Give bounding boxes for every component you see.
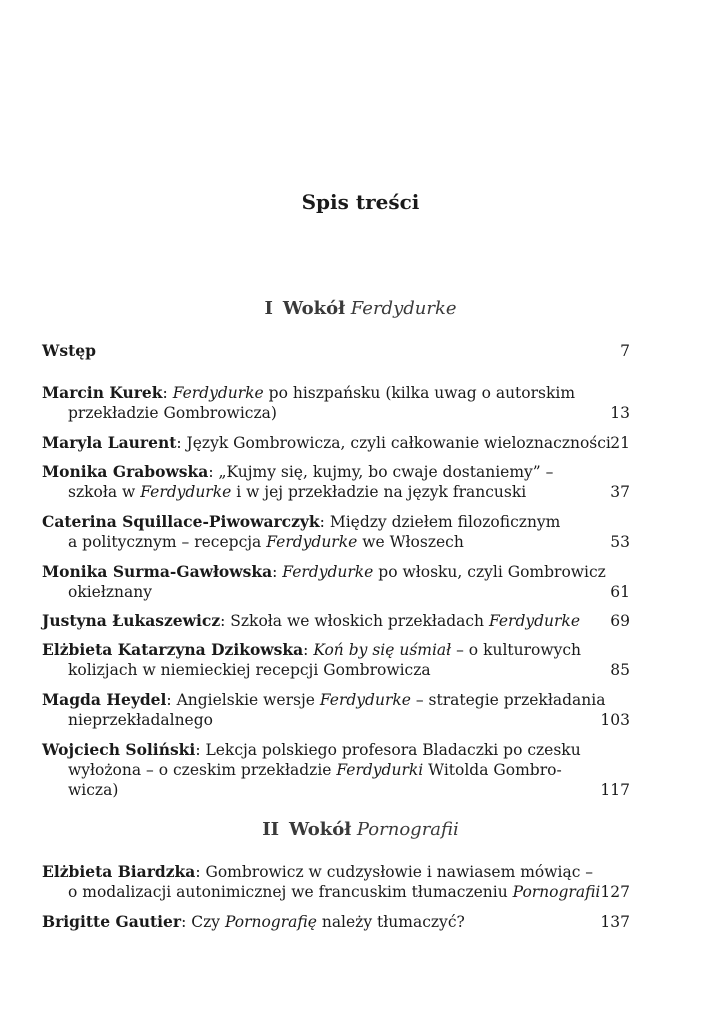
toc-entry[interactable] [42, 862, 632, 902]
entry-author: Monika Grabowska [42, 462, 209, 481]
entry-title: należy tłumaczyć? [316, 913, 465, 931]
entry-title: – strategie przekładania [410, 691, 606, 709]
entry-author: Caterina Squillace-Piwowarczyk [42, 512, 320, 531]
entry-title: po włosku, czyli Gombrowicz [373, 563, 606, 581]
entry-title-italic: Ferdydurke [488, 612, 581, 630]
entry-title-italic: Ferdydurke [140, 483, 232, 501]
entry-title-italic: Koń by się uśmiał [313, 641, 452, 659]
entry-title-italic: Ferdydurke [172, 384, 264, 402]
entry-title: przekładzie Gombrowicza) [68, 404, 277, 422]
entry-title: we Włoszech [357, 533, 464, 551]
entry-title: : „Kujmy się, kujmy, bo cwaje dostaniemy” – [208, 463, 554, 481]
entry-title: nieprzekładalnego [68, 711, 213, 729]
entry-author: Brigitte Gautier [42, 912, 182, 931]
entry-author: Wstęp [42, 341, 96, 360]
entry-title: : Szkoła we włoskich przekładach [220, 612, 489, 630]
toc-entry[interactable] [42, 611, 632, 631]
entry-title-italic: Ferdydurke [266, 533, 358, 551]
page-number: 7 [620, 342, 630, 360]
toc-entry[interactable] [42, 512, 632, 552]
entry-author: Elżbieta Biardzka [42, 862, 196, 881]
entry-title-italic: Ferdydurke [282, 563, 374, 581]
toc-entry[interactable]: Marcin Kurek: Ferdydurke po hiszpańsku (kilka uwag o autorskim przekładzie Gombrowicza) 13 [42, 383, 630, 422]
toc-entry[interactable]: Monika Surma-Gawłowska: Ferdydurke po włosku, czyli Gombrowicz okiełznany 61 [42, 562, 630, 601]
entry-title-italic: Pornografię [224, 913, 317, 931]
entry-title: po hiszpańsku (kilka uwag o autorskim [263, 384, 576, 402]
page-number: 69 [610, 612, 630, 630]
page-number: 61 [610, 583, 630, 601]
entry-author: Magda Heydel [42, 690, 167, 709]
entry-title: kolizjach w niemieckiej recepcji Gombrowicza [68, 661, 431, 679]
section-label: Wokół [282, 298, 346, 319]
entry-title: wicza) [68, 781, 119, 799]
entry-title: : Lekcja polskiego profesora Bladaczki po czesku [195, 741, 581, 759]
page-number: 117 [600, 781, 630, 799]
section-number: I [264, 298, 273, 319]
toc-entry[interactable] [42, 740, 632, 800]
toc-entry[interactable] [42, 433, 632, 453]
toc-entry[interactable] [42, 341, 632, 361]
page-number: 21 [610, 434, 630, 452]
page-title: Spis treści [301, 190, 420, 214]
toc-entry[interactable] [42, 912, 632, 932]
entry-title-italic: Ferdydurke [319, 691, 411, 709]
entry-title: : Angielskie wersje [166, 691, 320, 709]
section-number: II [262, 819, 280, 840]
entry-author: Marcin Kurek [42, 383, 163, 402]
entry-title: Witolda Gombro- [423, 761, 562, 779]
toc-entry[interactable] [42, 462, 632, 502]
toc-entry[interactable] [42, 690, 632, 730]
entry-title: a politycznym – recepcja [68, 533, 267, 551]
page-number: 85 [610, 661, 630, 679]
entry-author: Wojciech Soliński [42, 740, 196, 759]
entry-title: o modalizacji autonimicznej we francuskim tłumaczeniu [68, 883, 513, 901]
entry-title: szkoła w [68, 483, 141, 501]
page-number: 103 [600, 711, 630, 729]
section-label: Wokół [289, 819, 352, 840]
toc-entry[interactable]: Elżbieta Katarzyna Dzikowska: Koń by się uśmiał – o kulturowych kolizjach w niemieckiej recepcji Gombrowicza 85 [42, 640, 630, 679]
entry-title: : Język Gombrowicza, czyli całkowanie wieloznaczności [176, 434, 611, 452]
entry-title: : Między dziełem filozoficznym [319, 513, 561, 531]
section-heading-2 [0, 817, 721, 843]
entry-title: – o kulturowych [451, 641, 582, 659]
entry-author: Justyna Łukaszewicz [42, 611, 221, 630]
section-heading-1 [0, 296, 721, 322]
entry-title: wyłożona – o czeskim przekładzie [68, 761, 337, 779]
entry-title: : Gombrowicz w cudzysłowie i nawiasem mówiąc – [195, 863, 594, 881]
page-number: 53 [610, 533, 630, 551]
entry-author: Monika Surma-Gawłowska [42, 562, 273, 581]
page-number: 13 [610, 404, 630, 422]
page-number: 127 [600, 883, 630, 901]
entry-author: Elżbieta Katarzyna Dzikowska [42, 640, 304, 659]
entry-title-italic: Pornografii [512, 883, 601, 901]
section-title: Ferdydurke [350, 298, 457, 319]
entry-author: Maryla Laurent [42, 433, 177, 452]
entry-title: : Czy [181, 913, 225, 931]
entry-title: okiełznany [68, 583, 153, 601]
page-number: 37 [610, 483, 630, 501]
page-number: 137 [600, 913, 630, 931]
section-title: Pornografii [356, 819, 459, 840]
entry-title-italic: Ferdydurki [336, 761, 424, 779]
entry-title: i w jej przekładzie na język francuski [231, 483, 527, 501]
